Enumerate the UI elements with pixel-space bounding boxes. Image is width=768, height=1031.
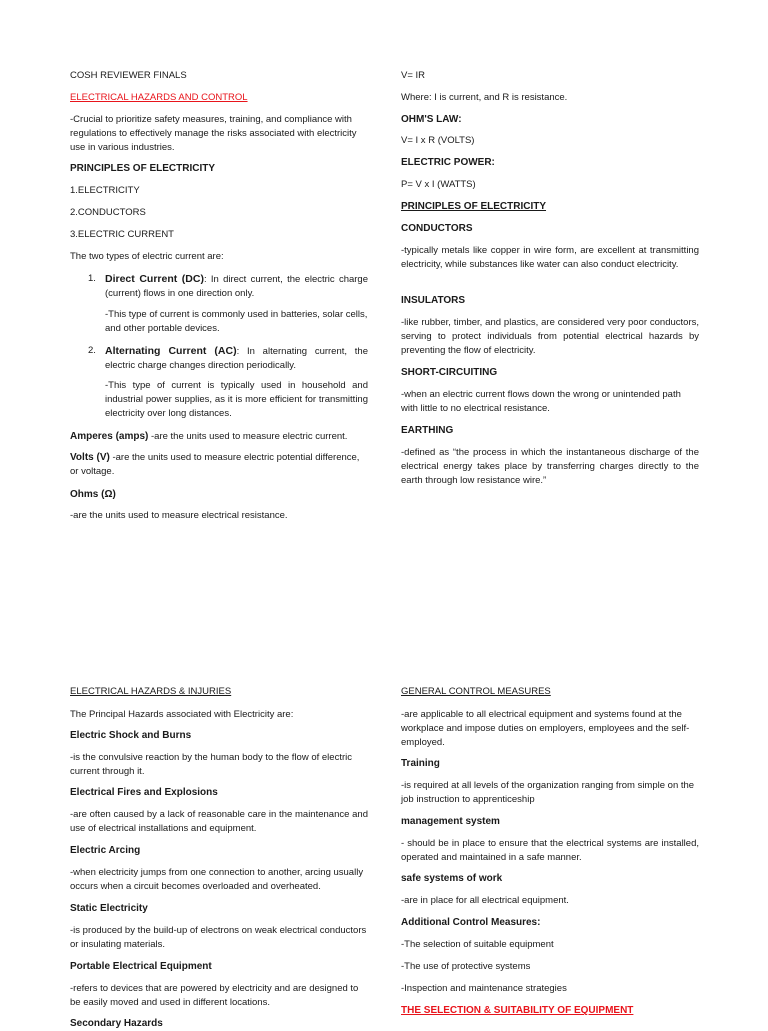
principles-heading-2: PRINCIPLES OF ELECTRICITY	[401, 201, 547, 212]
electric-power-heading: ELECTRIC POWER:	[401, 157, 495, 168]
short-circuiting-heading: SHORT-CIRCUITING	[401, 367, 498, 378]
general-control-heading: GENERAL CONTROL MEASURES	[401, 686, 551, 697]
dc-definition	[105, 272, 368, 301]
ohms-definition: -are the units used to measure electrical resistance.	[70, 510, 288, 521]
fires-heading: Electrical Fires and Explosions	[70, 787, 218, 798]
training-definition: -is required at all levels of the organization ranging from simple on the job instruction to apprenticeship	[401, 780, 695, 805]
safe-systems-heading: safe systems of work	[401, 873, 503, 884]
list-number: 1.	[88, 273, 96, 284]
formula-watts: P= V x I (WATTS)	[401, 179, 476, 190]
amps-definition	[70, 430, 368, 444]
volts-term: Volts (V)	[70, 452, 110, 463]
principal-hazards-intro: The Principal Hazards associated with Electricity are:	[70, 709, 294, 720]
two-types-sentence: The two types of electric current are:	[70, 251, 224, 262]
list-item: -Inspection and maintenance strategies	[401, 983, 567, 994]
ohms-heading: Ohms (Ω)	[70, 489, 116, 500]
dc-term: Direct Current (DC)	[105, 273, 204, 285]
list-item: 3.ELECTRIC CURRENT	[70, 229, 174, 240]
short-circuiting-definition: -when an electric current flows down the wrong or unintended path with little to no electrical resistance.	[401, 389, 681, 414]
hazards-injuries-heading: ELECTRICAL HAZARDS & INJURIES	[70, 686, 232, 697]
static-heading: Static Electricity	[70, 903, 148, 914]
earthing-heading: EARTHING	[401, 425, 454, 436]
shock-heading: Electric Shock and Burns	[70, 730, 192, 741]
dc-note: -This type of current is commonly used in batteries, solar cells, and other portable devices.	[105, 309, 368, 334]
arcing-heading: Electric Arcing	[70, 845, 141, 856]
list-item: -The use of protective systems	[401, 961, 531, 972]
amps-def-text: -are the units used to measure electric current.	[148, 431, 348, 442]
amps-term: Amperes (amps)	[70, 431, 149, 442]
insulators-heading: INSULATORS	[401, 295, 466, 306]
formula-explanation: Where: I is current, and R is resistance.	[401, 92, 568, 103]
formula-volts: V= I x R (VOLTS)	[401, 135, 475, 146]
formula-v-ir: V= IR	[401, 70, 426, 81]
document-title: COSH REVIEWER FINALS	[70, 70, 187, 81]
training-heading: Training	[401, 758, 440, 769]
management-system-heading: management system	[401, 816, 500, 827]
ohms-law-heading: OHM'S LAW:	[401, 114, 462, 125]
safe-systems-definition: -are in place for all electrical equipment.	[401, 895, 569, 906]
shock-definition: -is the convulsive reaction by the human body to the flow of electric current through it.	[70, 752, 352, 777]
list-item: 1.ELECTRICITY	[70, 185, 140, 196]
ac-def-text: : In alternating current, the electric charge changes direction periodically.	[105, 346, 368, 371]
conductors-definition: -typically metals like copper in wire form, are excellent at transmitting electricity, while substances like water can also conduct electricity.	[401, 245, 699, 270]
list-item: -The selection of suitable equipment	[401, 939, 554, 950]
principles-heading: PRINCIPLES OF ELECTRICITY	[70, 163, 216, 174]
intro-paragraph: -Crucial to prioritize safety measures, training, and compliance with regulations to effectively manage the risks associated with electricity use in various industries.	[70, 114, 357, 153]
volts-definition	[70, 451, 368, 479]
list-number: 2.	[88, 345, 96, 356]
ac-definition	[105, 344, 368, 373]
dc-def-text: : In direct current, the electric charge (current) flows in one direction only.	[105, 274, 368, 299]
volts-def-text: -are the units used to measure electric potential difference, or voltage.	[70, 452, 360, 477]
static-definition: -is produced by the build-up of electrons on weak electrical conductors or insulating materials.	[70, 925, 367, 950]
selection-suitability-heading: THE SELECTION & SUITABILITY OF EQUIPMENT	[401, 1005, 634, 1016]
earthing-definition: -defined as “the process in which the instantaneous discharge of the electrical energy takes place by transferring charges directly to the earth through low resistance wire.”	[401, 447, 699, 486]
ac-note: -This type of current is typically used in household and industrial power supplies, as it is more efficient for transmitting electricity over long distances.	[105, 380, 368, 419]
arcing-definition: -when electricity jumps from one connection to another, arcing usually occurs when a circuit becomes overloaded and overheated.	[70, 867, 364, 892]
ac-term: Alternating Current (AC)	[105, 345, 237, 357]
list-item: 2.CONDUCTORS	[70, 207, 146, 218]
management-system-definition: - should be in place to ensure that the electrical systems are installed, operated and maintained in a safe manner.	[401, 838, 699, 863]
secondary-heading: Secondary Hazards	[70, 1018, 163, 1029]
portable-heading: Portable Electrical Equipment	[70, 961, 212, 972]
insulators-definition: -like rubber, timber, and plastics, are considered very poor conductors, serving to protect individuals from potential electrical hazards by preventing the flow of electricity.	[401, 317, 699, 356]
portable-definition: -refers to devices that are powered by electricity and are designed to be easily moved and used in different locations.	[70, 983, 359, 1008]
additional-measures-heading: Additional Control Measures:	[401, 917, 541, 928]
general-control-definition: -are applicable to all electrical equipment and systems found at the workplace and impose duties on employers, employees and the self-employed.	[401, 709, 690, 748]
fires-definition: -are often caused by a lack of reasonable care in the maintenance and use of electrical installations and equipment.	[70, 809, 368, 834]
conductors-heading: CONDUCTORS	[401, 223, 473, 234]
section-heading-hazards-control: ELECTRICAL HAZARDS AND CONTROL	[70, 92, 248, 103]
